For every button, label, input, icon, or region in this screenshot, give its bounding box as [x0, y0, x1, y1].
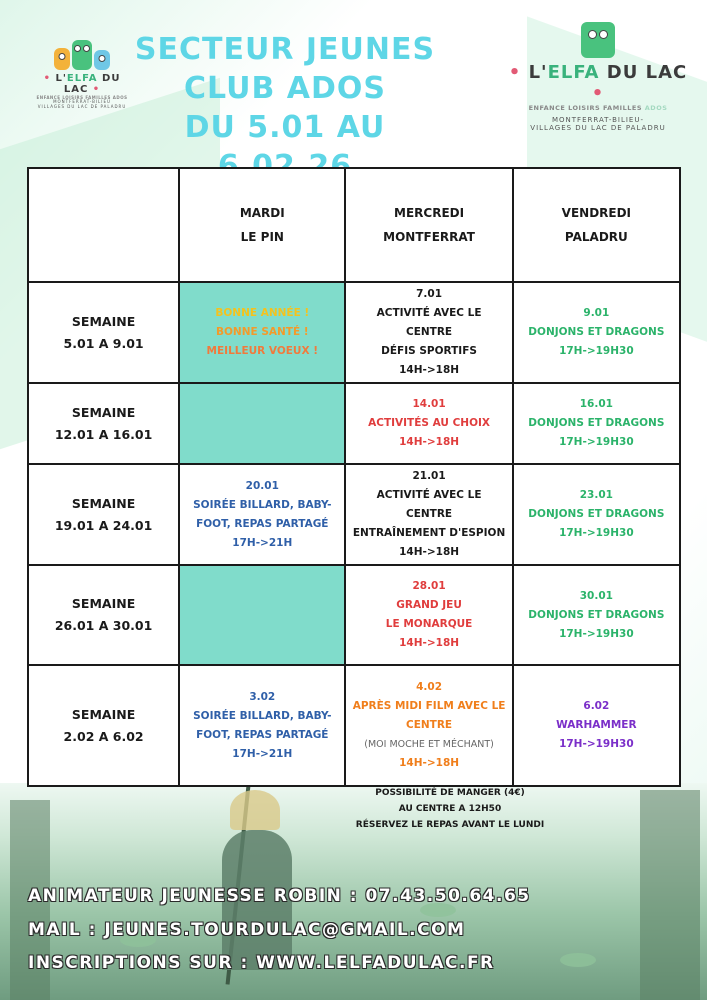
activity-cell-friday: [513, 565, 680, 665]
activity-cell-wednesday: [345, 282, 512, 383]
activity-date: 30.01: [579, 589, 613, 602]
monster-mascot-icon: [508, 22, 688, 58]
table-row: [28, 383, 680, 464]
activity-title: DONJONS ET DRAGONS: [528, 326, 665, 338]
activity-time: 17H->19H30: [559, 436, 634, 448]
table-header-row: [28, 168, 680, 282]
activity-date: 16.01: [579, 398, 613, 410]
note-line: AU CENTRE A 12H50: [398, 804, 502, 814]
title-line-2: CLUB ADOS: [184, 71, 386, 106]
activity-title: SOIRÉE BILLARD, BABY-: [193, 498, 332, 511]
week-label-cell: [28, 665, 179, 786]
character-head: [230, 790, 280, 830]
empty-mint-cell: [179, 565, 345, 665]
table-row: [28, 464, 680, 565]
activity-title: DONJONS ET DRAGONS: [528, 417, 665, 429]
greeting-text: BONNE ANNÉE !: [215, 307, 310, 319]
logo-subtitle: VILLAGES DU LAC DE PALADRU: [37, 103, 127, 109]
note-line: RÉSERVEZ LE REPAS AVANT LE LUNDI: [355, 820, 545, 830]
week-dates: 12.01 A 16.01: [54, 426, 153, 442]
meal-note: [330, 785, 570, 833]
day-label: MERCREDI: [394, 206, 465, 220]
activity-title: LE MONARQUE: [385, 618, 473, 630]
header-empty-cell: [28, 168, 179, 282]
week-dates: 5.01 A 9.01: [63, 335, 144, 351]
place-label: PALADRU: [564, 230, 628, 244]
header-cell-wednesday: [345, 168, 512, 282]
logo-subtitle: MONTFERRAT-BILIEU: [53, 99, 111, 104]
note-line: POSSIBILITÉ DE MANGER (4€): [375, 788, 525, 798]
week-label: SEMAINE: [71, 706, 136, 722]
day-label: VENDREDI: [561, 206, 632, 220]
activity-time: 17H->21H: [232, 747, 293, 760]
activity-title: ACTIVITÉ AVEC LE CENTRE: [376, 307, 482, 338]
activity-date: 4.02: [416, 681, 443, 693]
week-dates: 19.01 A 24.01: [54, 517, 153, 533]
activity-cell-wednesday: [345, 383, 512, 464]
activity-time: 17H->19H30: [559, 345, 634, 357]
activity-date: 7.01: [416, 288, 443, 300]
activity-date: 6.02: [583, 700, 610, 712]
activity-cell-tuesday: [179, 665, 345, 786]
activity-title: APRÈS MIDI FILM AVEC LE: [352, 700, 506, 712]
activity-title: DONJONS ET DRAGONS: [528, 608, 665, 621]
activity-cell-wednesday: [345, 665, 512, 786]
logo-subtitle: MONTFERRAT-BILIEU-: [551, 116, 644, 124]
logo-subtitle: ENFANCE LOISIRS FAMILLES ADOS: [36, 95, 128, 100]
empty-mint-cell: [179, 383, 345, 464]
monster-mascots-icon: [36, 40, 128, 70]
greeting-text: BONNE SANTÉ !: [215, 326, 309, 338]
week-label: SEMAINE: [71, 404, 136, 420]
day-label: MARDI: [239, 206, 285, 220]
week-label-cell: [28, 282, 179, 383]
activity-time: 14H->18H: [399, 436, 460, 448]
logo-left: [36, 40, 128, 110]
logo-subtitle: ENFANCE LOISIRS FAMILLES ADOS: [528, 104, 668, 112]
activity-date: 28.01: [412, 580, 446, 592]
activity-title: ACTIVITÉS AU CHOIX: [368, 417, 491, 429]
activity-title: CENTRE: [406, 719, 453, 731]
activity-date: 9.01: [583, 307, 610, 319]
activity-title: DÉFIS SPORTIFS: [381, 345, 477, 357]
activity-date: 21.01: [412, 470, 446, 482]
activity-cell-friday: [513, 282, 680, 383]
week-label-cell: [28, 383, 179, 464]
contact-website: INSCRIPTIONS SUR : WWW.LELFADULAC.FR: [28, 953, 495, 973]
activity-note: (MOI MOCHE ET MÉCHANT): [364, 739, 494, 750]
activity-title: ENTRAÎNEMENT D'ESPION: [352, 527, 506, 539]
activity-cell-friday: [513, 464, 680, 565]
activity-date: 3.02: [249, 690, 276, 703]
activity-cell-tuesday: [179, 282, 345, 383]
activity-time: 14H->18H: [399, 364, 460, 376]
page-title: [125, 30, 445, 186]
place-label: MONTFERRAT: [383, 230, 475, 244]
activity-time: 17H->19H30: [559, 627, 634, 640]
header-cell-tuesday: [179, 168, 345, 282]
tree-shape: [640, 790, 700, 1000]
activity-title: DONJONS ET DRAGONS: [528, 508, 665, 520]
contact-email: MAIL : JEUNES.TOURDULAC@GMAIL.COM: [28, 920, 466, 940]
activity-title: FOOT, REPAS PARTAGÉ: [196, 517, 329, 530]
header-cell-friday: [513, 168, 680, 282]
activity-title: GRAND JEU: [396, 599, 462, 611]
week-label-cell: [28, 464, 179, 565]
activity-time: 17H->19H30: [559, 738, 634, 750]
logo-right: [508, 22, 688, 133]
activity-time: 17H->21H: [232, 536, 293, 549]
activity-date: 14.01: [412, 398, 446, 410]
activity-date: 20.01: [245, 479, 279, 492]
activity-title: SOIRÉE BILLARD, BABY-: [193, 709, 332, 722]
week-label: SEMAINE: [71, 596, 136, 611]
activity-cell-tuesday: [179, 464, 345, 565]
table-row: [28, 565, 680, 665]
title-line-1: SECTEUR JEUNES: [134, 32, 436, 67]
activity-cell-friday: [513, 665, 680, 786]
logo-title: • L'ELFA DU LAC •: [43, 73, 121, 95]
table-row: [28, 282, 680, 383]
place-label: LE PIN: [240, 230, 284, 244]
activity-title: ACTIVITÉ AVEC LE CENTRE: [376, 489, 482, 520]
logo-title: • L'ELFA DU LAC •: [508, 62, 688, 104]
week-dates: 2.02 A 6.02: [63, 728, 144, 744]
week-label: SEMAINE: [71, 495, 136, 511]
activity-time: 14H->18H: [399, 637, 460, 649]
logo-subtitle: VILLAGES DU LAC DE PALADRU: [530, 124, 666, 133]
activity-cell-wednesday: [345, 565, 512, 665]
schedule-table: [27, 167, 681, 787]
lilypad-shape: [560, 953, 596, 967]
activity-title: WARHAMMER: [556, 719, 637, 731]
activity-cell-wednesday: [345, 464, 512, 565]
activity-date: 23.01: [579, 489, 613, 501]
activity-cell-friday: [513, 383, 680, 464]
activity-time: 17H->19H30: [559, 527, 634, 539]
week-dates: 26.01 A 30.01: [54, 618, 153, 633]
greeting-text: MEILLEUR VOEUX !: [206, 345, 319, 357]
table-row: [28, 665, 680, 786]
contact-phone: ANIMATEUR JEUNESSE ROBIN : 07.43.50.64.65: [28, 886, 531, 906]
week-label: SEMAINE: [71, 313, 136, 329]
title-line-3: DU 5.01 AU: [184, 110, 386, 145]
week-label-cell: [28, 565, 179, 665]
activity-time: 14H->18H: [399, 546, 460, 558]
activity-title: FOOT, REPAS PARTAGÉ: [196, 728, 329, 741]
activity-time: 14H->18H: [399, 757, 460, 769]
